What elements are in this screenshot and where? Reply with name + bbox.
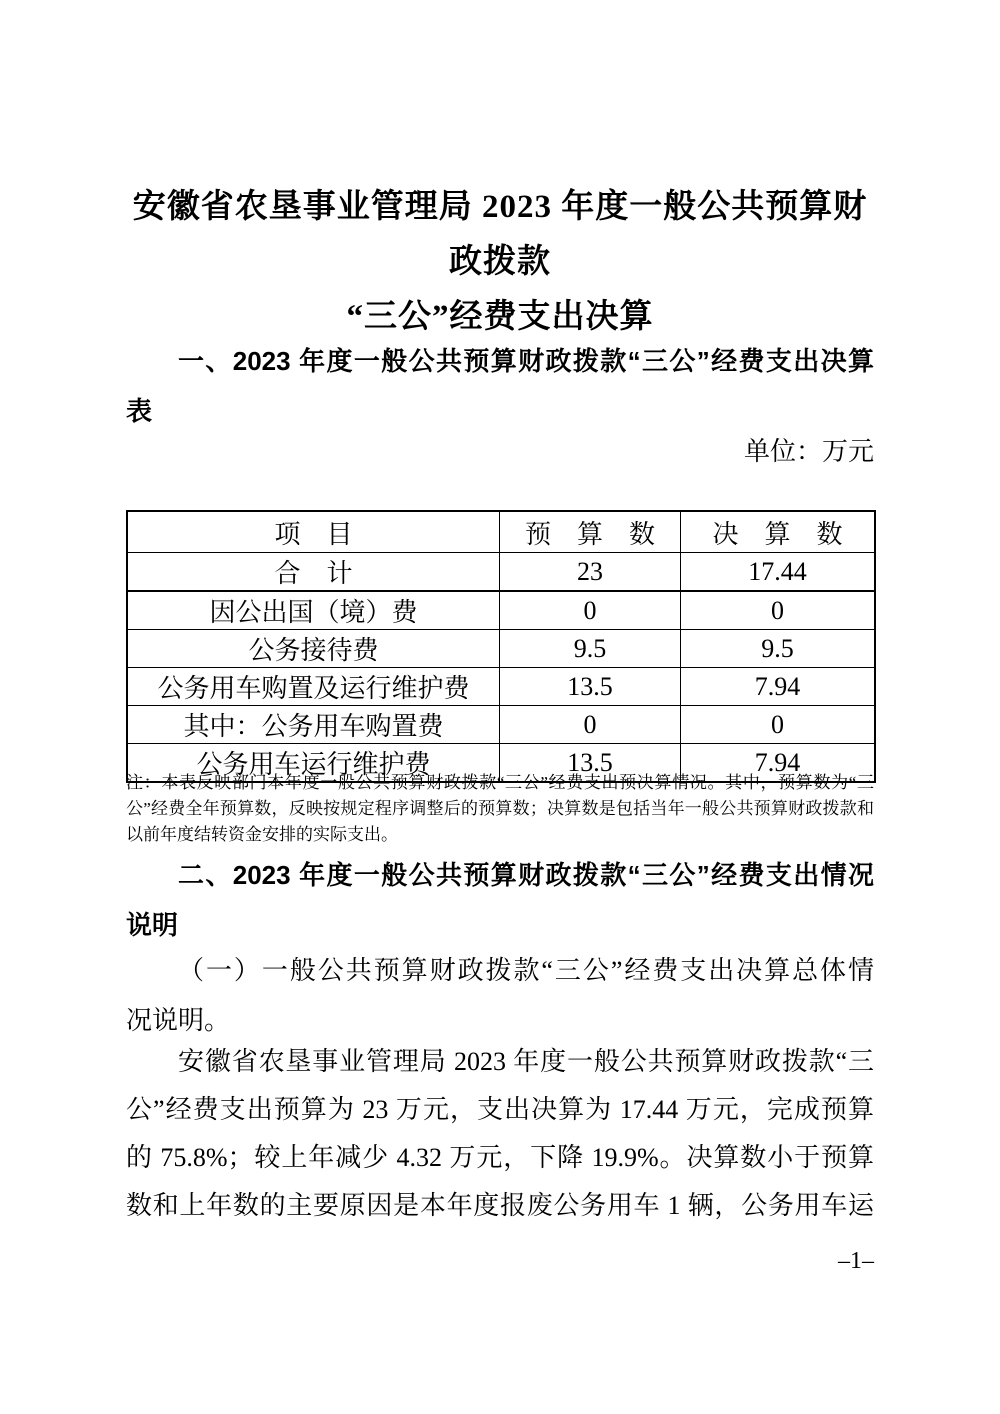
budget-cell: 13.5 [500, 744, 681, 783]
body-paragraph [126, 1038, 874, 1230]
note-line-2: 公”经费全年预算数，反映按规定程序调整后的预算数；决算数是包括当年一般公共预算财政拨款和 [126, 799, 874, 818]
subsection-line-2: 况说明。 [126, 1006, 231, 1035]
unit-label: 单位：万元 [743, 437, 874, 466]
budget-table [126, 510, 876, 783]
section1-heading-line-1: 一、2023 年度一般公共预算财政拨款“三公”经费支出决算 [178, 346, 874, 376]
final-cell: 7.94 [681, 668, 876, 706]
budget-cell: 0 [500, 706, 681, 744]
section2-heading-line-1: 二、2023 年度一般公共预算财政拨款“三公”经费支出情况 [178, 860, 874, 890]
section1-heading-line-2: 表 [126, 396, 153, 426]
table-row-total [127, 553, 875, 592]
table-row-reception [127, 630, 875, 668]
budget-cell: 13.5 [500, 668, 681, 706]
note-line-1: 注：本表反映部门本年度一般公共预算财政拨款“三公”经费支出预决算情况。其中，预算数为“三 [126, 773, 874, 792]
item-cell: 因公出国（境）费 [127, 591, 500, 630]
header-item: 项 目 [127, 511, 500, 553]
final-cell: 0 [681, 706, 876, 744]
document-title-line-1: 安徽省农垦事业管理局 2023 年度一般公共预算财政拨款 [132, 189, 868, 280]
item-cell: 合 计 [127, 553, 500, 592]
paragraph-line-4: 数和上年数的主要原因是本年度报废公务用车 1 辆，公务用车运 [126, 1191, 874, 1220]
item-cell: 其中：公务用车购置费 [127, 706, 500, 744]
table-row-abroad [127, 591, 875, 630]
budget-cell: 23 [500, 553, 681, 592]
document-title-line-2: “三公”经费支出决算 [346, 299, 654, 335]
table-row-vehicle-total [127, 668, 875, 706]
budget-table-body [127, 553, 875, 783]
final-cell: 17.44 [681, 553, 876, 592]
final-cell: 0 [681, 591, 876, 630]
item-cell: 公务接待费 [127, 630, 500, 668]
header-final: 决 算 数 [681, 511, 876, 553]
item-cell: 公务用车购置及运行维护费 [127, 668, 500, 706]
final-cell: 7.94 [681, 744, 876, 783]
paragraph-line-3: 的 75.8%；较上年减少 4.32 万元，下降 19.9%。决算数小于预算 [126, 1143, 874, 1172]
subsection-heading [126, 946, 874, 1046]
budget-cell: 0 [500, 591, 681, 630]
section2-heading-line-2: 说明 [126, 910, 179, 940]
budget-cell: 9.5 [500, 630, 681, 668]
table-row-vehicle-purchase [127, 706, 875, 744]
budget-table-container [126, 510, 874, 783]
subsection-line-1: （一）一般公共预算财政拨款“三公”经费支出决算总体情 [178, 956, 874, 985]
page-number: –1– [838, 1248, 874, 1274]
budget-table-header [127, 511, 875, 553]
header-budget: 预 算 数 [500, 511, 681, 553]
table-header-row [127, 511, 875, 553]
section1-heading [126, 336, 874, 436]
final-cell: 9.5 [681, 630, 876, 668]
table-note [126, 770, 874, 848]
item-cell: 公务用车运行维护费 [127, 744, 500, 783]
paragraph-line-1: 安徽省农垦事业管理局 2023 年度一般公共预算财政拨款“三 [178, 1047, 874, 1076]
document-title [126, 180, 874, 345]
paragraph-line-2: 公”经费支出预算为 23 万元，支出决算为 17.44 万元，完成预算 [126, 1095, 874, 1124]
section2-heading [126, 850, 874, 950]
note-line-3: 以前年度结转资金安排的实际支出。 [126, 825, 398, 844]
